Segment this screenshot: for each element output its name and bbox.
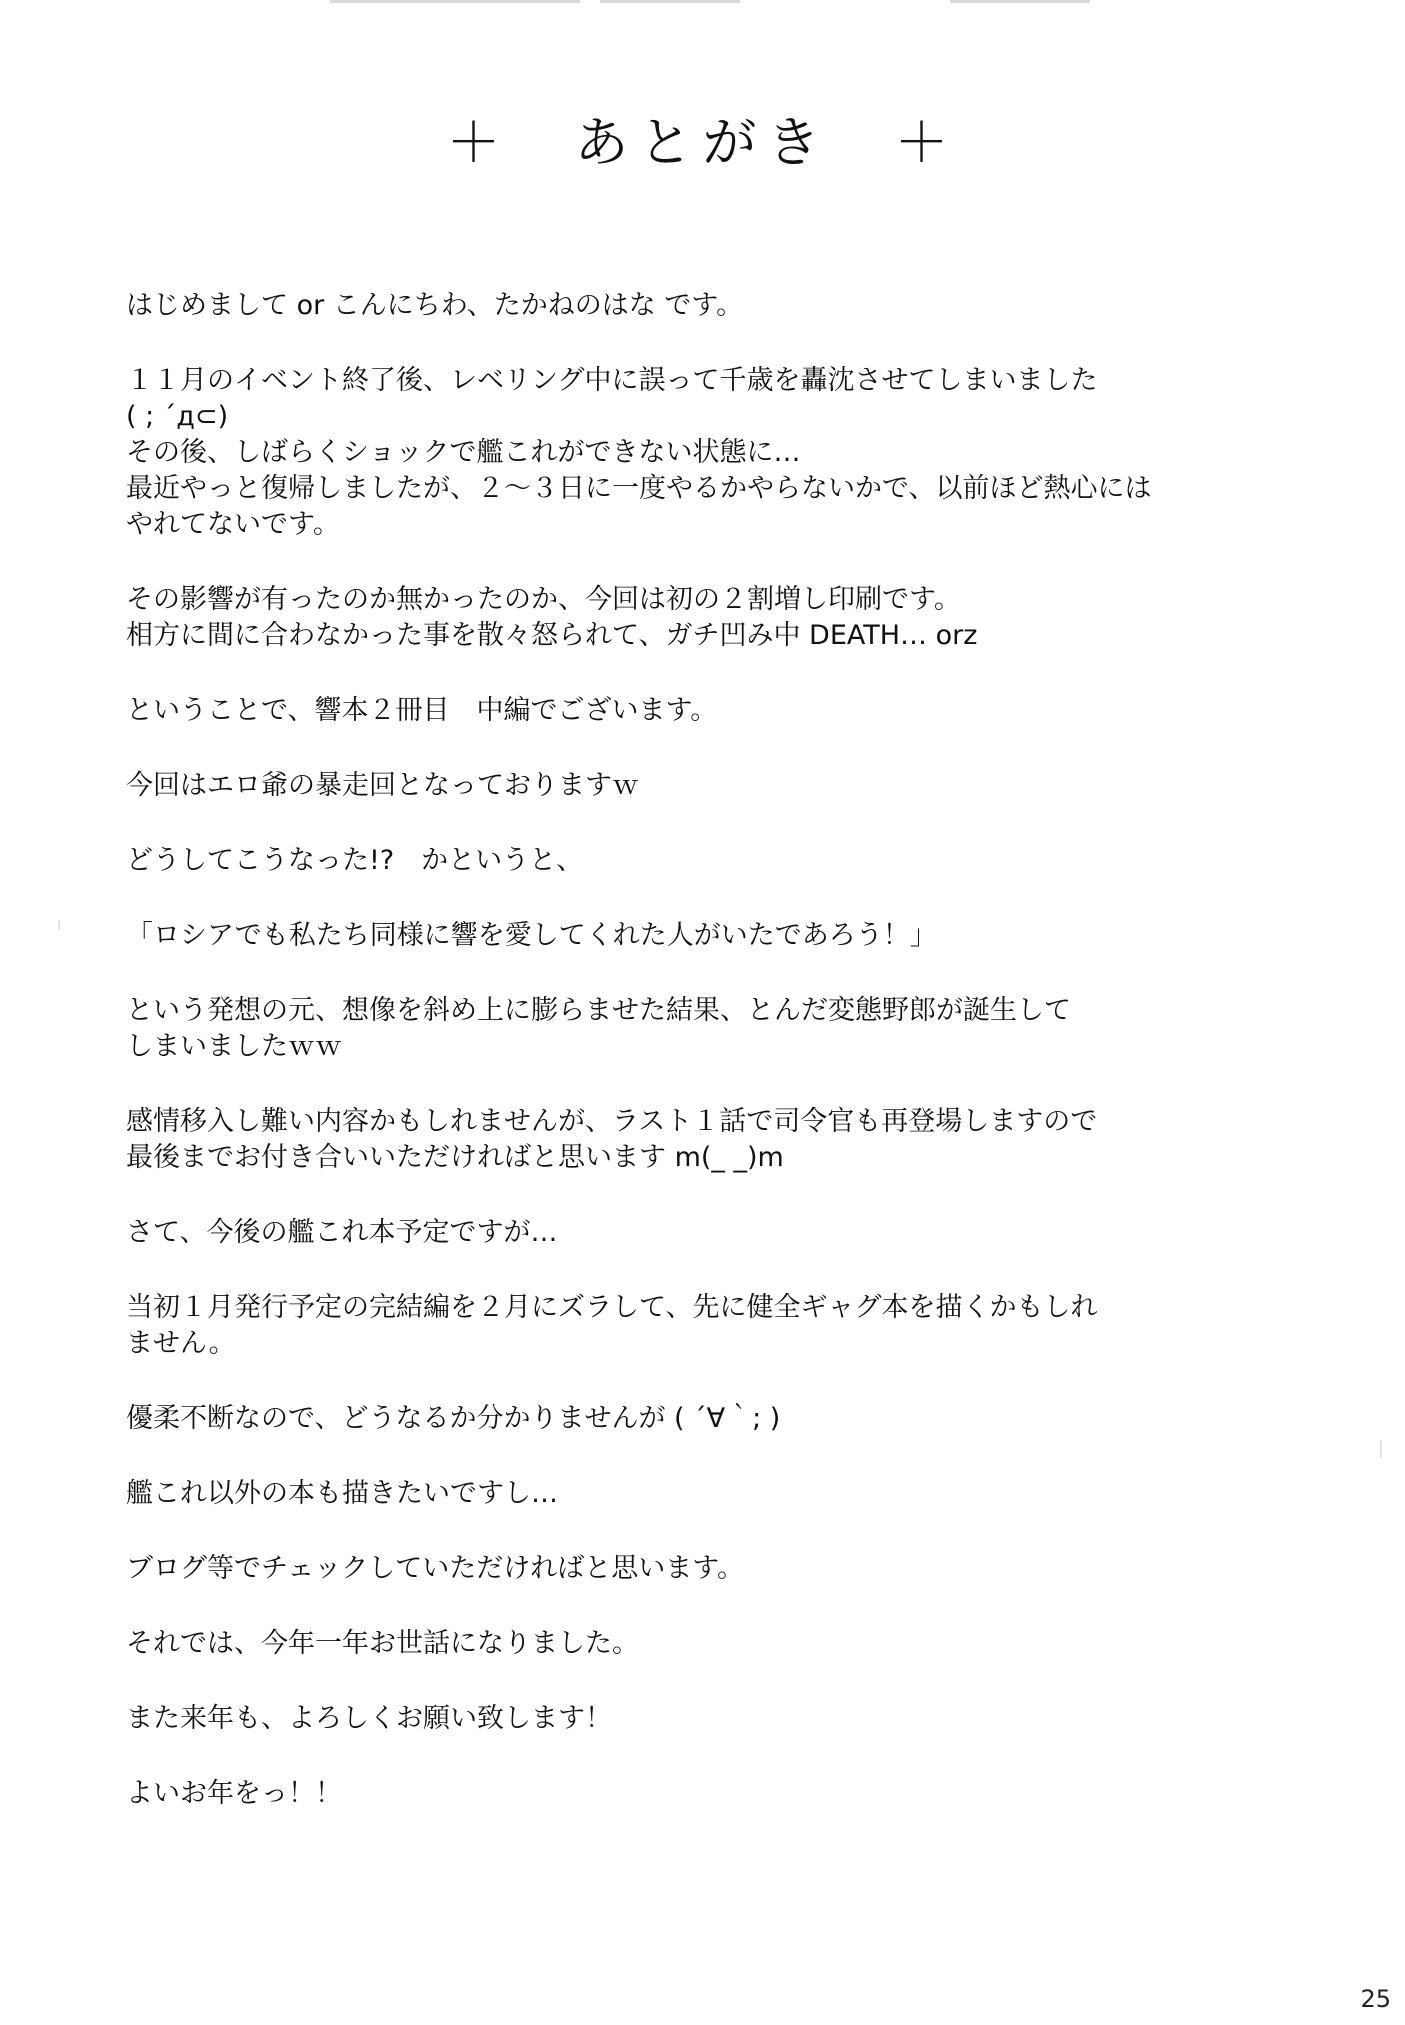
scan-edge-mark — [330, 0, 580, 3]
text-line: よいお年をっ！！ — [126, 1778, 342, 1809]
paragraph — [126, 693, 1316, 729]
paragraph — [126, 843, 1316, 879]
paragraph — [126, 1701, 1316, 1737]
text-line: 最後までお付き合いいただければと思います m(_ _)m — [126, 1142, 784, 1173]
text-line: それでは、今年一年お世話になりました。 — [126, 1628, 639, 1659]
paragraph — [126, 1215, 1316, 1251]
margin-speck — [1380, 1440, 1382, 1458]
paragraph — [126, 363, 1316, 543]
text-line: はじめまして or こんにちわ、たかねのはな です。 — [126, 290, 744, 321]
text-line: その影響が有ったのか無かったのか、今回は初の２割増し印刷です。 — [126, 584, 961, 615]
text-line: しまいましたｗｗ — [126, 1031, 342, 1062]
text-line: さて、今後の艦これ本予定ですが… — [126, 1217, 558, 1248]
page-number: 25 — [1360, 1985, 1391, 2013]
paragraph — [126, 1104, 1316, 1176]
paragraph — [126, 993, 1316, 1065]
paragraph — [126, 1626, 1316, 1662]
text-line: やれてないです。 — [126, 509, 340, 540]
afterword-body — [126, 288, 1316, 1851]
paragraph — [126, 1401, 1316, 1437]
text-line: ブログ等でチェックしていただければと思います。 — [126, 1553, 745, 1584]
text-line: 「ロシアでも私たち同様に響を愛してくれた人がいたであろう！」 — [126, 920, 937, 951]
text-line: 当初１月発行予定の完結編を２月にズラして、先に健全ギャグ本を描くかもしれ — [126, 1292, 1098, 1323]
text-line: ( ; ´д⊂) — [126, 401, 229, 432]
scan-edge-mark — [950, 0, 1090, 3]
paragraph — [126, 1776, 1316, 1812]
text-line: 相方に間に合わなかった事を散々怒られて、ガチ凹み中 DEATH… orz — [126, 620, 978, 651]
text-line: 今回はエロ爺の暴走回となっておりますｗ — [126, 770, 639, 801]
paragraph — [126, 582, 1316, 654]
paragraph — [126, 1551, 1316, 1587]
text-line: ません。 — [126, 1328, 236, 1359]
paragraph — [126, 918, 1316, 954]
scan-edge-mark — [600, 0, 740, 3]
text-line: という発想の元、想像を斜め上に膨らませた結果、とんだ変態野郎が誕生して — [126, 995, 1071, 1026]
text-line: 最近やっと復帰しましたが、２～３日に一度やるかやらないかで、以前ほど熱心には — [126, 473, 1152, 504]
paragraph — [126, 288, 1316, 324]
paragraph — [126, 1476, 1316, 1512]
text-line: どうしてこうなった!? かというと、 — [126, 845, 584, 876]
text-line: ということで、響本２冊目 中編でございます。 — [126, 695, 718, 726]
page-title: ＋ あとがき ＋ — [446, 111, 959, 174]
text-line: 感情移入し難い内容かもしれませんが、ラスト１話で司令官も再登場しますので — [126, 1106, 1098, 1137]
margin-speck — [58, 920, 60, 930]
text-line: １１月のイベント終了後、レベリング中に誤って千歳を轟沈させてしまいました — [126, 365, 1098, 396]
text-line: 艦これ以外の本も描きたいですし… — [126, 1478, 558, 1509]
text-line: その後、しばらくショックで艦これができない状態に… — [126, 437, 801, 468]
paragraph — [126, 768, 1316, 804]
text-line: また来年も、よろしくお願い致します！ — [126, 1703, 612, 1734]
paragraph — [126, 1290, 1316, 1362]
text-line: 優柔不断なので、どうなるか分かりませんが ( ´∀｀; ) — [126, 1403, 781, 1434]
